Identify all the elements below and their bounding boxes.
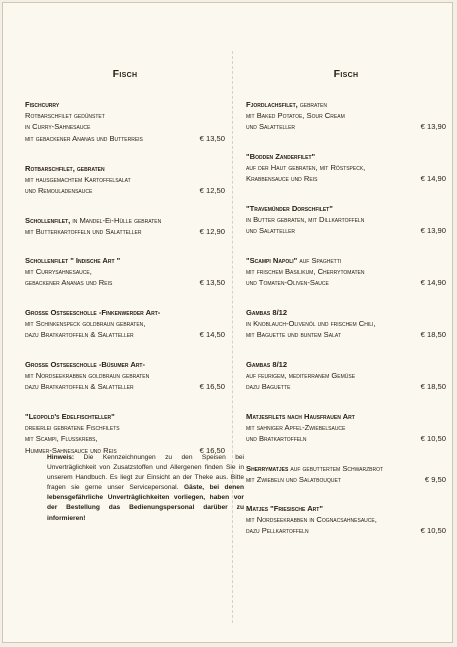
menu-item (25, 255, 225, 289)
menu-item-description-text: und Salatteller (246, 122, 296, 132)
allergen-notice (47, 453, 244, 524)
menu-item-description (25, 370, 225, 381)
menu-item-name (25, 359, 225, 370)
menu-item-description (25, 266, 225, 277)
menu-item-price: € 14,90 (420, 174, 446, 184)
menu-item (246, 463, 446, 485)
menu-item-title-suffix: auf Spaghetti (297, 256, 342, 265)
menu-item-description-text: Rotbarschfilet gedünstet (25, 111, 105, 121)
menu-item-description (25, 329, 225, 340)
menu-item-name (246, 463, 446, 474)
menu-item-description-text: mit Scampi, Flußkrebs, (25, 434, 98, 444)
menu-item-description-text: mit hausgemachtem Kartoffelsalat (25, 175, 131, 185)
menu-item-price: € 14,50 (199, 330, 225, 340)
menu-item-price: € 18,50 (420, 382, 446, 392)
menu-item (25, 99, 225, 144)
menu-item (246, 359, 446, 393)
menu-item-description (246, 422, 446, 433)
notice-text: Die Kennzeichnungen zu den Speisen bei Unverträglichkeit von Zusatzstoffen und Allergenen finden Sie in unserem Handbuch. Es liegt zur Einsicht an der Theke aus. Bitte fragen sie gerne unser Servicepersonal. (47, 454, 244, 492)
left-heading: Fisch (112, 68, 138, 80)
menu-item-title-suffix: gebraten (297, 100, 327, 109)
menu-item-name (246, 307, 446, 318)
menu-item-description (246, 121, 446, 132)
menu-item-description (246, 370, 446, 381)
menu-item-name (246, 411, 446, 422)
menu-item-price: € 16,50 (199, 382, 225, 392)
menu-item (25, 307, 225, 341)
menu-item-description-text: in Curry-Sahnesauce (25, 122, 91, 132)
menu-item-name (246, 203, 446, 214)
menu-item-title: Matjesfilets nach Hausfrauen Art (246, 412, 355, 421)
menu-item-description (25, 277, 225, 288)
menu-item-description (25, 422, 225, 433)
menu-item-description (25, 110, 225, 121)
menu-item (25, 359, 225, 393)
menu-item-description (246, 110, 446, 121)
menu-item-description (246, 474, 446, 485)
menu-item-description-text: mit Nordseekrabben in Cognacsahnesauce, (246, 515, 377, 525)
menu-item-description-text: Hummer-Sahnesauce und Reis (25, 445, 117, 455)
menu-item-description-text: dazu Bratkartoffeln & Salatteller (25, 330, 134, 340)
menu-item-description-text: und Tomaten-Oliven-Sauce (246, 278, 329, 288)
menu-item-description (246, 433, 446, 444)
column-divider (232, 51, 233, 623)
menu-item-title: Große Ostseescholle -Finkenwerder Art- (25, 308, 161, 317)
menu-item-description (246, 225, 446, 236)
menu-item-description-text: gebackener Ananas und Reis (25, 278, 113, 288)
menu-item-description (25, 185, 225, 196)
menu-item-title: Schollenfilet, (25, 216, 71, 225)
menu-item-name (25, 255, 225, 266)
menu-item-name (25, 99, 225, 110)
menu-item-description (246, 381, 446, 392)
menu-item-description-text: und Bratkartoffeln (246, 434, 307, 444)
menu-item-name (246, 151, 446, 162)
menu-item-title: "Bodden Zanderfilet" (246, 152, 316, 161)
menu-page (2, 2, 453, 643)
menu-item-name (246, 503, 446, 514)
menu-item-price: € 16,50 (199, 445, 225, 455)
menu-item-title: Gambas 8/12 (246, 308, 288, 317)
menu-item-name (246, 255, 446, 266)
menu-item-price: € 13,50 (199, 133, 225, 143)
menu-item-description-text: mit sahniger Apfel-Zwiebelsauce (246, 423, 346, 433)
menu-item-title: Sherrymatjes (246, 464, 289, 473)
notice-bold: Gäste, bei denen lebensgefährliche Unverträglichkeiten vorliegen, haben vor der Bestellung das Bedienungspersonal darüber zu informieren! (47, 484, 244, 522)
menu-item-name (25, 215, 225, 226)
menu-item-description (246, 173, 446, 184)
menu-item-description (246, 214, 446, 225)
menu-item-price: € 13,90 (420, 122, 446, 132)
menu-item-description-text: mit Currysahnesauce, (25, 267, 92, 277)
menu-item-description (246, 525, 446, 536)
menu-item-description (246, 514, 446, 525)
menu-item-description (246, 266, 446, 277)
menu-item-description (25, 133, 225, 144)
menu-item-price: € 9,50 (424, 475, 446, 485)
menu-item-title-suffix: in Mandel-Ei-Hülle gebraten (70, 216, 162, 225)
menu-item-price: € 10,50 (420, 526, 446, 536)
menu-item-title: Matjes "Friesische Art" (246, 504, 323, 513)
menu-item (25, 215, 225, 237)
menu-item-description (25, 433, 225, 444)
menu-item-price: € 14,90 (420, 278, 446, 288)
menu-item (246, 307, 446, 341)
menu-item-description (25, 226, 225, 237)
menu-item-description-text: Krabbensauce und Reis (246, 174, 318, 184)
menu-item-title: Große Ostseescholle -Büsumer Art- (25, 360, 146, 369)
menu-item-description (246, 277, 446, 288)
menu-item-description-text: mit Zwiebeln und Salatbouquet (246, 475, 341, 485)
menu-item (25, 163, 225, 197)
menu-item-description (246, 329, 446, 340)
menu-item-name (246, 99, 446, 110)
menu-item-description-text: auf feurigem, mediterranem Gemüse (246, 371, 356, 381)
menu-item (246, 99, 446, 133)
menu-item (25, 411, 225, 456)
menu-item-title: "Leopold's Edelfischteller" (25, 412, 115, 421)
menu-item-name (25, 411, 225, 422)
menu-item-price: € 10,50 (420, 434, 446, 444)
menu-item-title: Fischcurry (25, 100, 60, 109)
menu-item-description-text: mit Baguette und buntem Salat (246, 330, 341, 340)
menu-item-description-text: mit Nordseekrabben goldbraun gebraten (25, 371, 150, 381)
menu-item-description-text: mit Schinkenspeck goldbraun gebraten, (25, 319, 146, 329)
notice-label: Hinweis: (47, 454, 75, 461)
menu-item-description-text: dazu Bratkartoffeln & Salatteller (25, 382, 134, 392)
menu-item-description-text: dazu Baguette (246, 382, 291, 392)
menu-item-description (25, 174, 225, 185)
menu-item-price: € 12,90 (199, 227, 225, 237)
menu-item-title: Schollenfilet " Indische Art " (25, 256, 121, 265)
menu-item-description-text: mit frischem Basilikum, Cherrytomaten (246, 267, 365, 277)
menu-item-description-text: in Knoblauch-Olivenöl und frischem Chili, (246, 319, 376, 329)
menu-item-price: € 18,50 (420, 330, 446, 340)
menu-item-title: "Scampi Napoli" (246, 256, 298, 265)
menu-item (246, 151, 446, 185)
menu-item (246, 255, 446, 289)
menu-item-name (246, 359, 446, 370)
menu-item-title: Gambas 8/12 (246, 360, 288, 369)
menu-item-title-suffix: auf gebuttertem Schwarzbrot (288, 464, 384, 473)
menu-item-title: "Travemünder Dorschfilet" (246, 204, 333, 213)
menu-item-description (25, 318, 225, 329)
menu-item (246, 203, 446, 237)
menu-item-description-text: mit gebackener Ananas und Butterreis (25, 133, 143, 143)
menu-item-title: Fjordlachsfilet, (246, 100, 298, 109)
menu-item-description-text: mit Baked Potatoe, Sour Cream (246, 111, 345, 121)
menu-item-description (25, 121, 225, 132)
menu-item (246, 503, 446, 537)
menu-item-description-text: und Remouladensauce (25, 186, 93, 196)
menu-item-price: € 13,50 (199, 278, 225, 288)
menu-item-title: Rotbarschfilet, gebraten (25, 164, 105, 173)
menu-item-description (246, 318, 446, 329)
menu-item-name (25, 307, 225, 318)
menu-item-description-text: mit Butterkartoffeln und Salatteller (25, 227, 142, 237)
menu-item-description-text: dreierlei gebratene Fischfilets (25, 423, 120, 433)
menu-item-description (246, 162, 446, 173)
menu-item (246, 411, 446, 445)
menu-item-price: € 12,50 (199, 186, 225, 196)
menu-item-name (25, 163, 225, 174)
menu-item-description-text: dazu Pellkartoffeln (246, 526, 309, 536)
menu-item-price: € 13,90 (420, 226, 446, 236)
menu-item-description-text: und Salatteller (246, 226, 296, 236)
menu-item-description (25, 381, 225, 392)
menu-item-description-text: auf der Haut gebraten, mit Röstspeck, (246, 163, 366, 173)
menu-item-description-text: in Butter gebraten, mit Dillkartoffeln (246, 215, 365, 225)
right-heading: Fisch (333, 68, 359, 80)
